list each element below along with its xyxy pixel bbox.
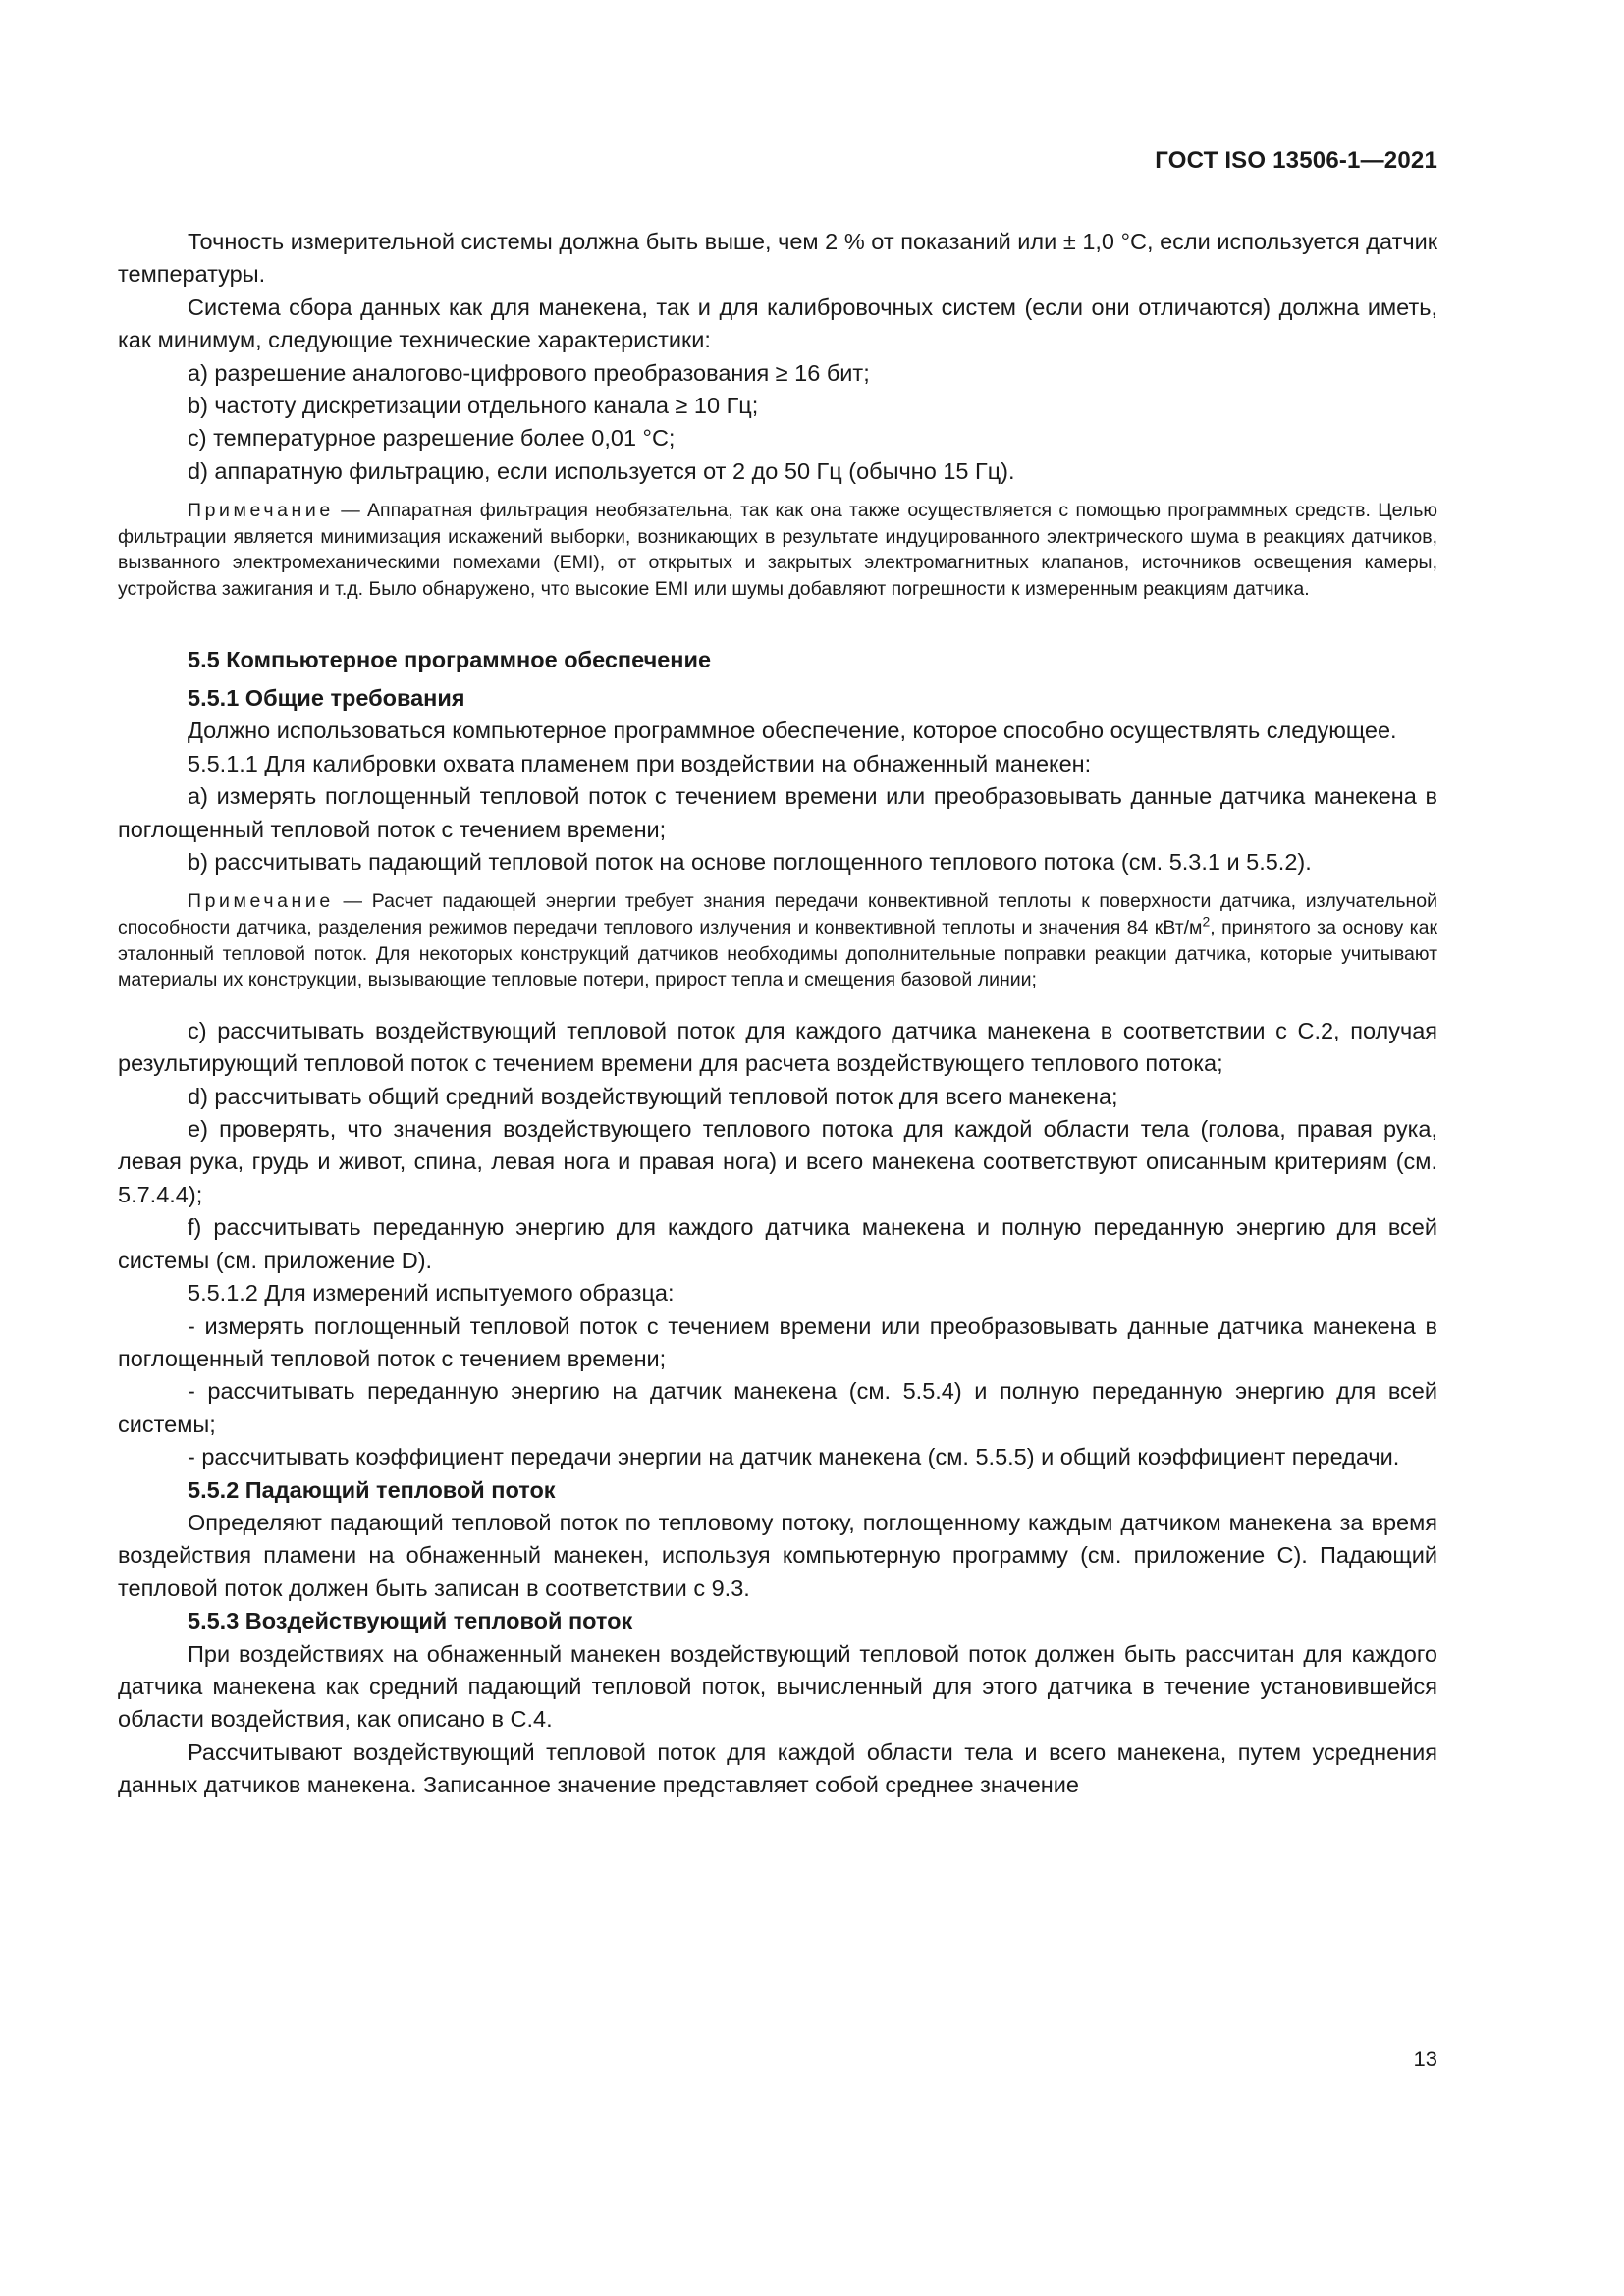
note-text: — Аппаратная фильтрация необязательна, так как она также осуществляется с помощью программных средств. Целью фильтрации является минимизация искажений выборки, возникающих в результате индуцированного электрического шума в реакциях датчиков, вызванного электромеханическими помехами (EMI), от открытых и закрытых электромагнитных клапанов, источников освещения камеры, устройства зажигания и т.д. Было обнаружено, что высокие EMI или шумы добавляют погрешности к измеренным реакциям датчика. bbox=[118, 500, 1437, 601]
superscript: 2 bbox=[1202, 913, 1211, 930]
section-heading-5-5-1: 5.5.1 Общие требования bbox=[188, 685, 465, 712]
list-item: - измерять поглощенный тепловой поток с течением времени или преобразовывать данные датчика манекена в поглощенный тепловой поток с течением времени; bbox=[118, 1312, 1437, 1371]
paragraph-5-5-3-b: Рассчитывают воздействующий тепловой поток для каждой области тела и всего манекена, путем усреднения данных датчиков манекена. Записанное значение представляет собой среднее значение bbox=[118, 1738, 1437, 1798]
list-item: d) рассчитывать общий средний воздействующий тепловой поток для всего манекена; bbox=[188, 1083, 1118, 1109]
paragraph-5-5-1-2: 5.5.1.2 Для измерений испытуемого образца: bbox=[188, 1280, 675, 1307]
note-label: Примечание bbox=[188, 890, 334, 913]
list-item: d) аппаратную фильтрацию, если используется от 2 до 50 Гц (обычно 15 Гц). bbox=[188, 457, 1015, 484]
list-item: - рассчитывать переданную энергию на датчик манекена (см. 5.5.4) и полную переданную энергию для всей системы; bbox=[118, 1378, 1437, 1437]
list-item: f) рассчитывать переданную энергию для каждого датчика манекена и полную переданную энергию для всей системы (см. приложение D). bbox=[118, 1214, 1437, 1273]
note-label: Примечание bbox=[188, 500, 334, 522]
list-item: c) температурное разрешение более 0,01 °С; bbox=[188, 425, 676, 452]
standard-header: ГОСТ ISO 13506-1—2021 bbox=[1155, 147, 1437, 174]
paragraph-5-5-1-1: 5.5.1.1 Для калибровки охвата пламенем при воздействии на обнаженный манекен: bbox=[188, 750, 1092, 776]
section-heading-5-5-2: 5.5.2 Падающий тепловой поток bbox=[188, 1476, 556, 1503]
paragraph-daq-system: Система сбора данных как для манекена, так и для калибровочных систем (если они отличаются) должна иметь, как минимум, следующие технические характеристики: bbox=[118, 294, 1437, 353]
paragraph-accuracy: Точность измерительной системы должна быть выше, чем 2 % от показаний или ± 1,0 °С, если используется датчик температуры. bbox=[118, 229, 1437, 288]
section-heading-5-5: 5.5 Компьютерное программное обеспечение bbox=[188, 646, 712, 672]
list-item: b) рассчитывать падающий тепловой поток на основе поглощенного теплового потока (см. 5.3.1 и 5.5.2). bbox=[188, 849, 1312, 876]
paragraph-5-5-3-a: При воздействиях на обнаженный манекен воздействующий тепловой поток должен быть рассчитан для каждого датчика манекена как средний падающий тепловой поток, вычисленный для этого датчика в течение установившейся области воздействия, как описано в С.4. bbox=[118, 1640, 1437, 1733]
page-number: 13 bbox=[1413, 2047, 1437, 2071]
paragraph-5-5-1: Должно использоваться компьютерное программное обеспечение, которое способно осуществлять следующее. bbox=[188, 718, 1397, 744]
list-item: a) разрешение аналогово-цифрового преобразования ≥ 16 бит; bbox=[188, 359, 870, 386]
section-heading-5-5-3: 5.5.3 Воздействующий тепловой поток bbox=[188, 1608, 633, 1634]
note-hardware-filtering bbox=[118, 498, 1437, 602]
note-text: — Расчет падающей энергии требует знания передачи конвективной теплоты к поверхности датчика, излучательной способности датчика, разделения режимов передачи теплового излучения и конвективной теплоты и значения 84 кВт/м bbox=[118, 890, 1437, 939]
list-item: b) частоту дискретизации отдельного канала ≥ 10 Гц; bbox=[188, 393, 759, 419]
page-body bbox=[118, 226, 1437, 1802]
note-text: , принятого за основу как эталонный тепловой поток. Для некоторых конструкций датчиков необходимы дополнительные поправки реакции датчика, которые учитывают материалы их конструкции, вызывающие тепловые потери, прирост тепла и смещения базовой линии; bbox=[118, 917, 1437, 991]
paragraph-5-5-2: Определяют падающий тепловой поток по тепловому потоку, поглощенному каждым датчиком манекена за время воздействия пламени на обнаженный манекен, используя компьютерную программу (см. приложение С). Падающий тепловой поток должен быть записан в соответствии с 9.3. bbox=[118, 1509, 1437, 1601]
list-item: c) рассчитывать воздействующий тепловой поток для каждого датчика манекена в соответствии с С.2, получая результирующий тепловой поток с течением времени для расчета воздействующего теплового потока; bbox=[118, 1017, 1437, 1077]
list-item: a) измерять поглощенный тепловой поток с течением времени или преобразовывать данные датчика манекена в поглощенный тепловой поток с течением времени; bbox=[118, 783, 1437, 842]
list-item: e) проверять, что значения воздействующего теплового потока для каждой области тела (голова, правая рука, левая рука, грудь и живот, спина, левая нога и правая нога) и всего манекена соответствуют описанным критериям (см. 5.7.4.4); bbox=[118, 1116, 1437, 1207]
note-incident-energy bbox=[118, 888, 1437, 992]
list-item: - рассчитывать коэффициент передачи энергии на датчик манекена (см. 5.5.5) и общий коэффициент передачи. bbox=[188, 1444, 1400, 1470]
